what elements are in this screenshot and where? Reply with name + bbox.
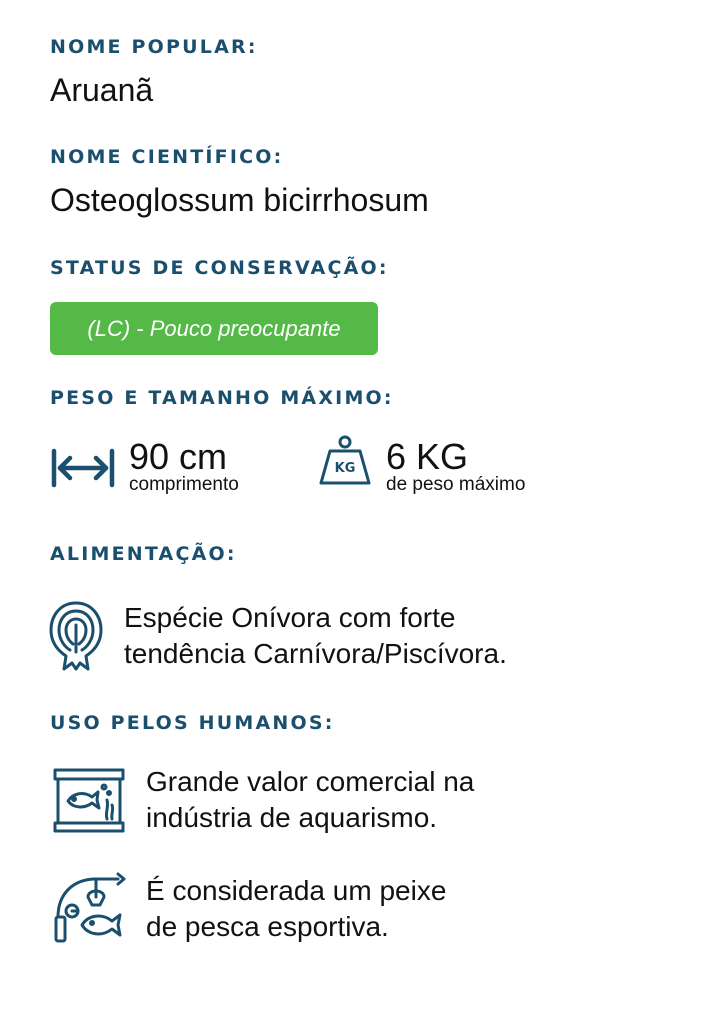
heading-nome-popular: NOME POPULAR: [50,36,258,58]
conservation-status-badge [50,302,378,355]
heading-alimentacao: ALIMENTAÇÃO: [50,543,237,565]
uso-pesca-line-2: de pesca esportiva. [146,911,389,942]
heading-peso-tamanho: PESO E TAMANHO MÁXIMO: [50,387,394,409]
alimentacao-text [124,600,507,672]
uso-aquarismo-line-1: Grande valor comercial na [146,766,475,797]
conservation-status-label: (LC) - Pouco preocupante [87,315,341,341]
weight-icon [318,434,372,486]
weight-caption: de peso máximo [386,474,526,495]
weight-value: 6 KG [386,436,469,477]
aquarium-icon [52,767,126,833]
uso-pesca-text [146,873,446,945]
uso-aquarismo-line-2: indústria de aquarismo. [146,802,438,833]
alimentacao-line-1: Espécie Onívora com forte [124,602,456,633]
fishing-icon [52,871,128,947]
length-caption: comprimento [129,474,239,495]
length-arrows-icon [50,447,116,489]
length-value: 90 cm [129,436,228,477]
nome-popular-value: Aruanã [50,72,154,108]
uso-aquarismo-text [146,764,474,836]
heading-status-conservacao: STATUS DE CONSERVAÇÃO: [50,257,389,279]
weight-icon-label: KG [334,461,356,476]
heading-nome-cientifico: NOME CIENTÍFICO: [50,146,284,168]
uso-pesca-line-1: É considerada um peixe [146,875,447,906]
alimentacao-line-2: tendência Carnívora/Piscívora. [124,638,507,669]
heading-uso-humanos: USO PELOS HUMANOS: [50,712,335,734]
fish-steak-icon [48,600,104,672]
nome-cientifico-value: Osteoglossum bicirrhosum [50,182,429,218]
